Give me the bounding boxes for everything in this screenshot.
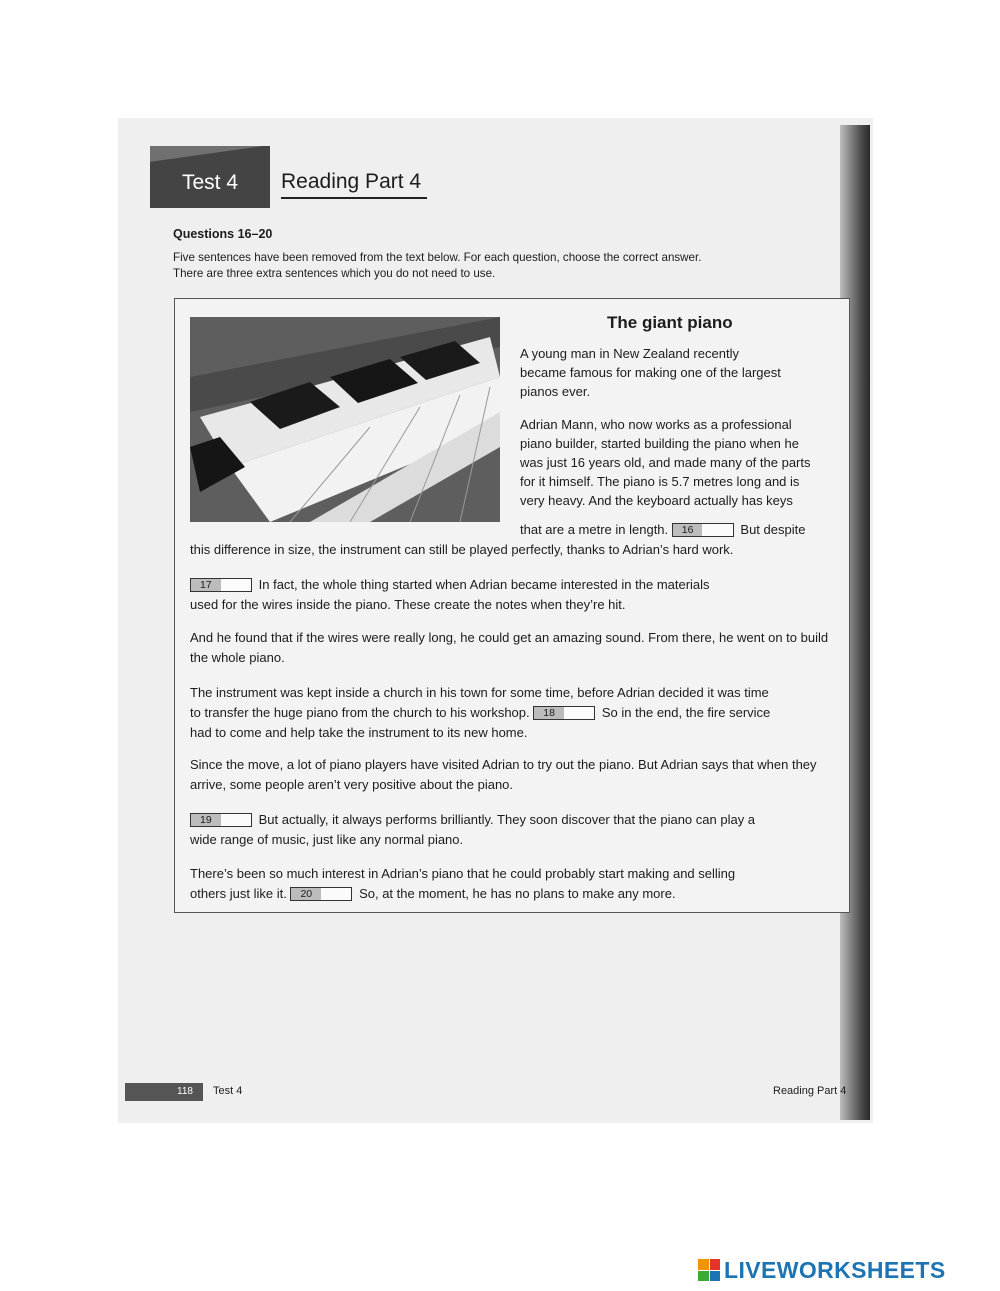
gap-number: 20: [291, 888, 321, 900]
piano-keys-photo: [190, 317, 500, 522]
brand-name: LIVEWORKSHEETS: [724, 1256, 946, 1283]
gap-20-line: [190, 884, 840, 904]
gap-19-after: But actually, it always performs brilliantly. They soon discover that the piano can play a: [258, 812, 756, 827]
gap-17-line: [190, 575, 840, 595]
gap-16-after: But despite: [740, 522, 806, 537]
article-side-line: A young man in New Zealand recently: [520, 346, 739, 361]
instructions: [173, 250, 813, 282]
tab-slant: [150, 146, 270, 164]
gap-18-before: to transfer the huge piano from the church to his workshop.: [190, 705, 530, 720]
gap-number: 18: [534, 707, 564, 719]
gap-number: 19: [191, 814, 221, 826]
paragraph: Since the move, a lot of piano players have visited Adrian to try out the piano. But Adrian says that when they arrive, some people aren’t very positive about the piano.: [190, 757, 817, 792]
paragraph-line: used for the wires inside the piano. These create the notes when they’re hit.: [190, 597, 626, 612]
gap-18-line: [190, 703, 840, 723]
instruction-line: There are three extra sentences which you do not need to use.: [173, 267, 496, 280]
gap-19-line: [190, 810, 840, 830]
test-label: Test 4: [181, 171, 239, 194]
paragraph-line: had to come and help take the instrument to its new home.: [190, 725, 528, 740]
article-side-line: became famous for making one of the largest: [520, 365, 781, 380]
gap-16-line: [520, 520, 845, 539]
liveworksheets-icon: [698, 1259, 720, 1281]
paragraph-line: this difference in size, the instrument can still be played perfectly, thanks to Adrian’s hard work.: [190, 542, 734, 557]
gap-17-after: In fact, the whole thing started when Adrian became interested in the materials: [258, 577, 710, 592]
gap-20-after: So, at the moment, he has no plans to make any more.: [359, 886, 676, 901]
answer-gap-17[interactable]: [190, 578, 252, 592]
questions-heading: Questions 16–20: [173, 227, 273, 241]
answer-gap-20[interactable]: [290, 887, 352, 901]
test-label-tab: [150, 146, 270, 208]
liveworksheets-logo: [698, 1257, 946, 1283]
gap-20-before: others just like it.: [190, 886, 287, 901]
footer-part-label: Reading Part 4: [773, 1085, 847, 1097]
gap-number: 17: [191, 579, 221, 591]
answer-gap-18[interactable]: [533, 706, 595, 720]
footer-test-label: Test 4: [213, 1085, 243, 1097]
answer-gap-16[interactable]: [672, 523, 734, 537]
instruction-line: Five sentences have been removed from the text below. For each question, choose the correct answer.: [173, 251, 702, 264]
article-side-line: was just 16 years old, and made many of the parts: [520, 455, 811, 470]
paragraph-line: There’s been so much interest in Adrian’s piano that he could probably start making and selling: [190, 866, 736, 881]
article-side-line: very heavy. And the keyboard actually has keys: [520, 493, 793, 508]
article-title: The giant piano: [607, 313, 733, 332]
piano-keys-illustration: [190, 317, 500, 522]
part-title: Reading Part 4: [281, 170, 427, 199]
gap-16-before: that are a metre in length.: [520, 522, 669, 537]
gap-number: 16: [673, 524, 703, 536]
article-side-line: for it himself. The piano is 5.7 metres long and is: [520, 474, 800, 489]
paragraph-line: The instrument was kept inside a church in his town for some time, before Adrian decided it was time: [190, 685, 769, 700]
answer-gap-19[interactable]: [190, 813, 252, 827]
paragraph: And he found that if the wires were really long, he could get an amazing sound. From there, he went on to build the whole piano.: [190, 630, 829, 665]
paragraph-line: wide range of music, just like any normal piano.: [190, 832, 464, 847]
article-side-line: pianos ever.: [520, 384, 591, 399]
page-number: 118: [125, 1083, 203, 1101]
gap-18-after: So in the end, the fire service: [601, 705, 771, 720]
article-side-line: Adrian Mann, who now works as a professional: [520, 417, 792, 432]
article-side-line: piano builder, started building the piano when he: [520, 436, 799, 451]
